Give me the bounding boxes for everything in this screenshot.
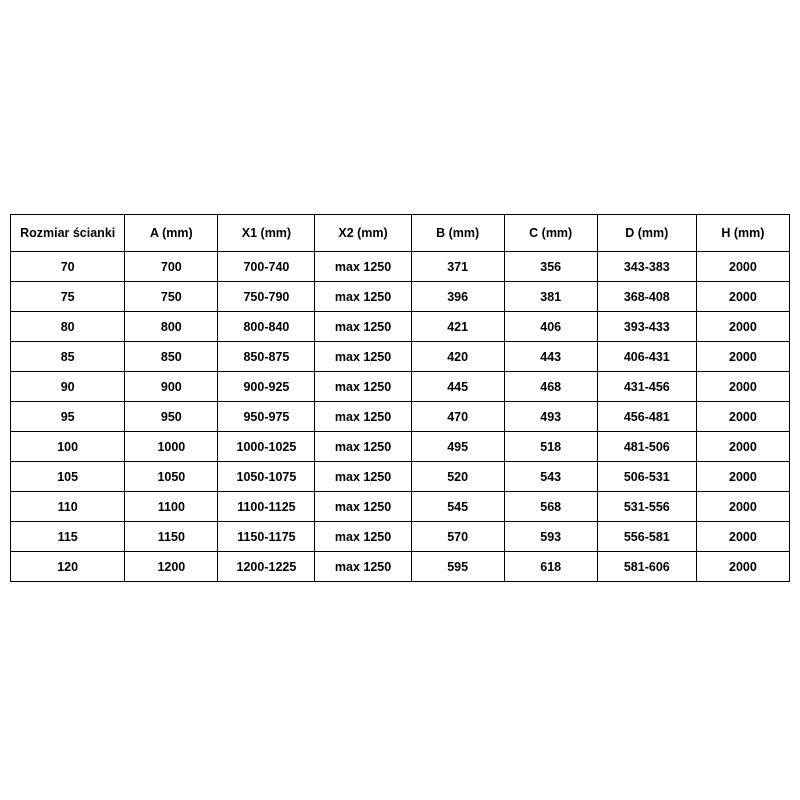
cell: 531-556 <box>597 492 696 522</box>
table-row <box>11 342 790 372</box>
cell: 431-456 <box>597 372 696 402</box>
cell: 90 <box>11 372 125 402</box>
cell: 70 <box>11 252 125 282</box>
cell: 1200-1225 <box>218 552 315 582</box>
cell: 506-531 <box>597 462 696 492</box>
table-row <box>11 372 790 402</box>
cell: 493 <box>504 402 597 432</box>
cell: 2000 <box>696 552 789 582</box>
cell: 85 <box>11 342 125 372</box>
cell: 593 <box>504 522 597 552</box>
cell: 950-975 <box>218 402 315 432</box>
cell: 2000 <box>696 342 789 372</box>
cell: 1000 <box>125 432 218 462</box>
cell: 545 <box>411 492 504 522</box>
table-header <box>11 215 790 252</box>
cell: 850-875 <box>218 342 315 372</box>
spec-table-container <box>10 214 790 582</box>
cell: 75 <box>11 282 125 312</box>
dimensions-table <box>10 214 790 582</box>
table-body <box>11 252 790 582</box>
cell: 900-925 <box>218 372 315 402</box>
column-header-h: H (mm) <box>696 215 789 252</box>
column-header-d: D (mm) <box>597 215 696 252</box>
cell: 1100-1125 <box>218 492 315 522</box>
table-row <box>11 252 790 282</box>
cell: 343-383 <box>597 252 696 282</box>
cell: 700 <box>125 252 218 282</box>
cell: 581-606 <box>597 552 696 582</box>
cell: 356 <box>504 252 597 282</box>
cell: 115 <box>11 522 125 552</box>
cell: 2000 <box>696 432 789 462</box>
cell: 120 <box>11 552 125 582</box>
cell: 520 <box>411 462 504 492</box>
column-header-c: C (mm) <box>504 215 597 252</box>
cell: 750-790 <box>218 282 315 312</box>
cell: 456-481 <box>597 402 696 432</box>
cell: 1000-1025 <box>218 432 315 462</box>
cell: 368-408 <box>597 282 696 312</box>
cell: 481-506 <box>597 432 696 462</box>
cell: 850 <box>125 342 218 372</box>
table-row <box>11 432 790 462</box>
cell: 1150-1175 <box>218 522 315 552</box>
cell: 800-840 <box>218 312 315 342</box>
table-header-row <box>11 215 790 252</box>
cell: max 1250 <box>315 342 411 372</box>
cell: 518 <box>504 432 597 462</box>
cell: 2000 <box>696 282 789 312</box>
table-row <box>11 282 790 312</box>
cell: 80 <box>11 312 125 342</box>
cell: 381 <box>504 282 597 312</box>
cell: 556-581 <box>597 522 696 552</box>
cell: 900 <box>125 372 218 402</box>
cell: 1150 <box>125 522 218 552</box>
cell: 568 <box>504 492 597 522</box>
cell: 95 <box>11 402 125 432</box>
cell: 2000 <box>696 372 789 402</box>
cell: 2000 <box>696 462 789 492</box>
cell: 421 <box>411 312 504 342</box>
cell: 445 <box>411 372 504 402</box>
column-header-x2: X2 (mm) <box>315 215 411 252</box>
cell: 2000 <box>696 312 789 342</box>
cell: 700-740 <box>218 252 315 282</box>
cell: 105 <box>11 462 125 492</box>
table-row <box>11 552 790 582</box>
table-row <box>11 402 790 432</box>
cell: 406-431 <box>597 342 696 372</box>
cell: max 1250 <box>315 282 411 312</box>
cell: 750 <box>125 282 218 312</box>
column-header-rozmiar-scianki: Rozmiar ścianki <box>11 215 125 252</box>
cell: max 1250 <box>315 402 411 432</box>
cell: 950 <box>125 402 218 432</box>
cell: 1050 <box>125 462 218 492</box>
cell: 570 <box>411 522 504 552</box>
cell: 2000 <box>696 522 789 552</box>
table-row <box>11 462 790 492</box>
cell: max 1250 <box>315 252 411 282</box>
cell: 468 <box>504 372 597 402</box>
cell: 470 <box>411 402 504 432</box>
cell: max 1250 <box>315 552 411 582</box>
cell: max 1250 <box>315 492 411 522</box>
cell: 1100 <box>125 492 218 522</box>
cell: max 1250 <box>315 462 411 492</box>
table-row <box>11 312 790 342</box>
cell: 1050-1075 <box>218 462 315 492</box>
column-header-b: B (mm) <box>411 215 504 252</box>
cell: 371 <box>411 252 504 282</box>
cell: 443 <box>504 342 597 372</box>
cell: max 1250 <box>315 432 411 462</box>
cell: 495 <box>411 432 504 462</box>
cell: 420 <box>411 342 504 372</box>
cell: 110 <box>11 492 125 522</box>
cell: 406 <box>504 312 597 342</box>
cell: 2000 <box>696 252 789 282</box>
cell: 543 <box>504 462 597 492</box>
column-header-x1: X1 (mm) <box>218 215 315 252</box>
table-row <box>11 522 790 552</box>
cell: 100 <box>11 432 125 462</box>
cell: max 1250 <box>315 312 411 342</box>
cell: 1200 <box>125 552 218 582</box>
cell: 595 <box>411 552 504 582</box>
cell: 800 <box>125 312 218 342</box>
cell: 396 <box>411 282 504 312</box>
cell: 393-433 <box>597 312 696 342</box>
cell: max 1250 <box>315 372 411 402</box>
table-row <box>11 492 790 522</box>
column-header-a: A (mm) <box>125 215 218 252</box>
cell: 618 <box>504 552 597 582</box>
cell: 2000 <box>696 402 789 432</box>
cell: 2000 <box>696 492 789 522</box>
cell: max 1250 <box>315 522 411 552</box>
